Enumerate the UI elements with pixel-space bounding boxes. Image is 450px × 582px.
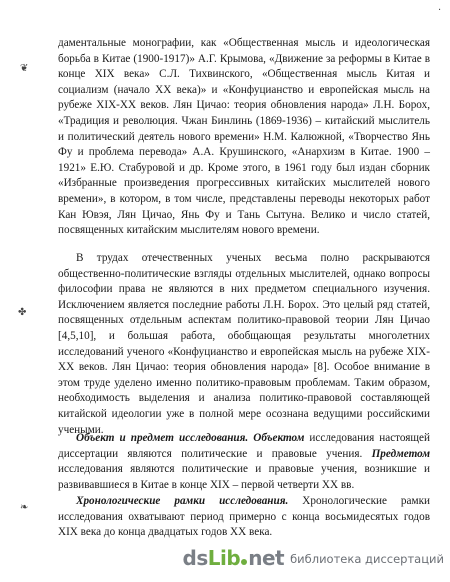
logo-accent: Lib xyxy=(207,546,241,570)
paragraph-segment: исследования настоящей диссертации являются политические и правовые учения. xyxy=(58,432,430,460)
paragraph-segment: Хронологические рамки исследования охватывают период примерно с конца восьмидесятых годов XIX века до конца двадцатых годов XX века. xyxy=(58,495,430,539)
logo-suffix: net xyxy=(248,546,285,570)
section-heading: Хронологические рамки исследования. xyxy=(76,495,289,507)
paragraph-literature-review xyxy=(58,251,430,438)
section-heading: Объект и предмет исследования. xyxy=(76,432,249,444)
paragraph-monographs xyxy=(58,36,430,239)
paragraph-chronology xyxy=(58,494,430,541)
term-object: Объектом xyxy=(253,432,305,444)
paragraph-segment: исследования являются политические и правовые учения, возникшие и развивавшиеся в Китае в конце XIX – первой четверти XX вв. xyxy=(58,463,430,491)
margin-flourish-mark: ❦ xyxy=(20,63,29,74)
paragraph-text: даментальные монографии, как «Общественная мысль и идеологическая борьба в Китае (1900-1917)» А.Г. Крымова, «Движение за реформы в Китае в конце XIX века» С.Л. Тихвинского, «Общественная мысль Китая и социализм (начало XX века)» и «Конфуцианство и европейская мысль на рубеже XIX-XX веков. Лян Цичао: теория обновления народа» Л.Н. Борох, «Традиция и революция. Чжан Бинлинь (1869-1936) – китайский мыслитель и политический деятель нового времени» Н.М. Калюжной, «Творчество Янь Фу и проблема перевода» А.А. Крушинского, «Анархизм в Китае. 1900 – 1921» Е.Ю. Стабуровой и др. Кроме этого, в 1961 году был издан сборник «Избранные произведения прогрессивных китайских мыслителей нового времени», в котором, в том числе, представлены переводы некоторых работ Кан Ювэя, Лян Цичао, Янь Фу и Тань Сытуна. Велико и число статей, посвященных китайским мыслителям нового времени. xyxy=(58,37,430,237)
paragraph-text: В трудах отечественных ученых весьма полно раскрываются общественно-политические взгляды отдельных мыслителей, однако вопросы философии права не являются в них предметом специального изучения. Исключением является последние работы Л.Н. Борох. Это целый ряд статей, посвященных отдельным аспектам политико-правовой теории Лян Цичао [4,5,10], и большая работа, обобщающая результаты многолетних исследований ученого «Конфуцианство и европейская мысль на рубеже XIX-XX веков. Лян Цичао: теория обновления народа» [8]. Особое внимание в этом труде уделено именно политико-правовым проблемам. Таким образом, необходимость выделения и анализа политико-правовой составляющей китайской идеологии уже в полной мере осознана ведущими российскими учеными. xyxy=(58,252,430,436)
dslib-logo xyxy=(183,546,285,570)
term-subject: Предметом xyxy=(371,447,430,460)
paragraph-text xyxy=(58,494,430,541)
logo-dot-icon xyxy=(241,559,247,565)
scan-speck-mark: · xyxy=(438,5,442,16)
logo-prefix: ds xyxy=(182,546,208,570)
paragraph-text xyxy=(58,431,430,493)
watermark-caption: библиотека диссертаций xyxy=(290,552,444,566)
margin-flourish-mark: ✤ xyxy=(18,307,27,318)
paragraph-object-subject xyxy=(58,431,430,493)
dslib-watermark[interactable] xyxy=(183,538,444,578)
margin-flourish-mark: ❧ xyxy=(20,502,29,513)
